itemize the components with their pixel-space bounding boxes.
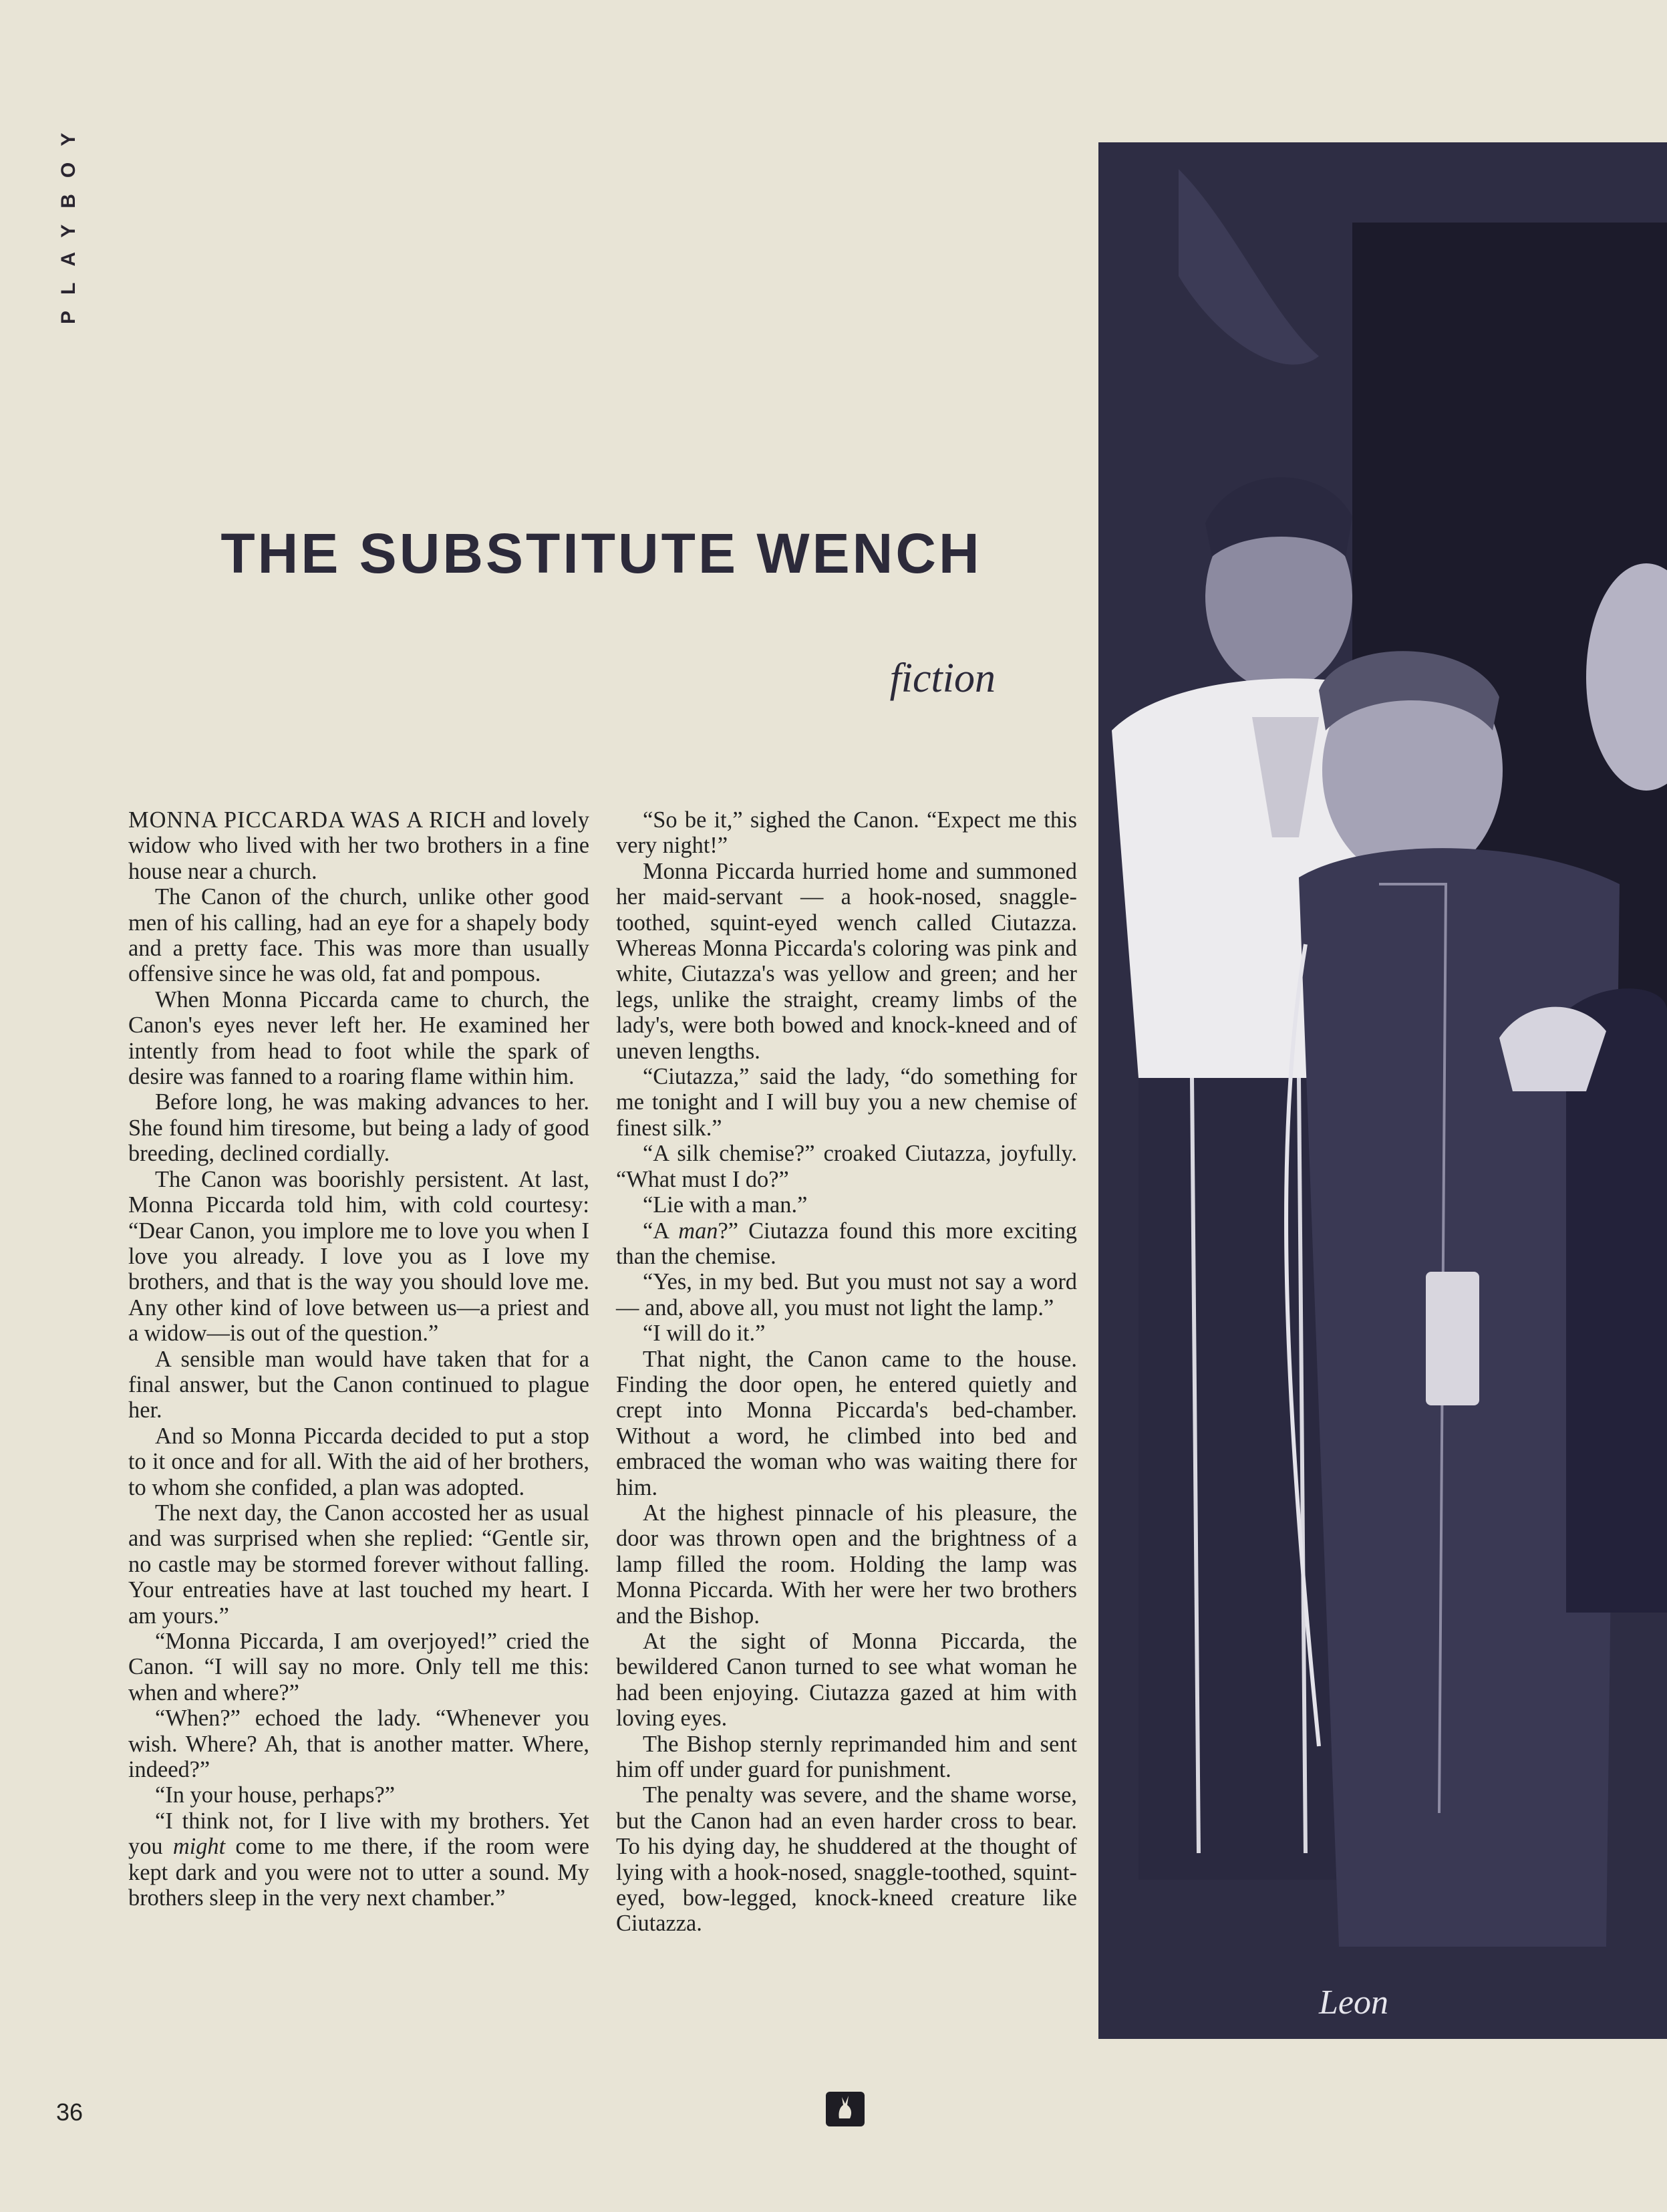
- paragraph: “Monna Piccarda, I am overjoyed!” cried the Canon. “I will say no more. Only tell me this: when and where?”: [128, 1629, 589, 1705]
- paragraph: Before long, he was making advances to her. She found him tiresome, but being a lady of good breeding, declined cordially.: [128, 1089, 589, 1167]
- paragraph: MONNA PICCARDA WAS A RICH and lovely widow who lived with her two brothers in a fine house near a church.: [128, 807, 589, 884]
- lead-in: MONNA PICCARDA WAS A RICH: [128, 807, 487, 833]
- page-number: 36: [56, 2098, 84, 2126]
- paragraph: “I will do it.”: [643, 1321, 766, 1347]
- paragraph: The Bishop sternly reprimanded him and sent him off under guard for punishment.: [616, 1731, 1077, 1783]
- article-column-left: [128, 807, 589, 1911]
- paragraph: “I think not, for I live with my brothers. Yet you might come to me there, if the room were kept dark and you were not to utter a sound. My brothers sleep in the very next chamber.”: [128, 1808, 590, 1911]
- magazine-name: PLAYBOY: [57, 116, 80, 325]
- paragraph: The Canon of the church, unlike other good men of his calling, had an eye for a shapely body and a pretty face. This was more than usually offensive since he was old, fat and pompous.: [128, 884, 589, 987]
- paragraph: At the highest pinnacle of his pleasure, the door was thrown open and the brightness of a lamp filled the room. Holding the lamp was Monna Piccarda. With her were her two brothers and the Bishop.: [616, 1500, 1077, 1629]
- rabbit-logo-icon: [826, 2092, 865, 2126]
- paragraph: The next day, the Canon accosted her as usual and was surprised when she replied: “Gentle sir, no castle may be stormed forever without falling. Your entreaties have at last touched my heart. I am yours.”: [128, 1500, 589, 1629]
- illustration: [1098, 142, 1667, 2039]
- article-title: THE SUBSTITUTE WENCH: [220, 522, 982, 585]
- paragraph: When Monna Piccarda came to church, the Canon's eyes never left her. He examined her intently from head to foot while the spark of desire was fanned to a roaring flame within him.: [128, 986, 589, 1090]
- paragraph: “Lie with a man.”: [643, 1192, 808, 1218]
- paragraph: A sensible man would have taken that for a final answer, but the Canon continued to plague her.: [128, 1346, 589, 1423]
- paragraph: “When?” echoed the lady. “Whenever you wish. Where? Ah, that is another matter. Where, indeed?”: [128, 1705, 589, 1783]
- paragraph: Monna Piccarda hurried home and summoned her maid-servant — a hook-nosed, snaggle-toothed, squint-eyed wench called Ciutazza. Whereas Monna Piccarda's coloring was pink and white, Ciutazza's was yellow and green; and her legs, unlike the straight, creamy limbs of the lady's, were both bowed and knock-kneed and of uneven lengths.: [616, 858, 1077, 1064]
- paragraph: And so Monna Piccarda decided to put a stop to it once and for all. With the aid of her brothers, to whom she confided, a plan was adopted.: [128, 1423, 589, 1500]
- article-column-right: [616, 807, 1077, 1937]
- artist-signature: Leon: [1319, 1983, 1388, 2022]
- paragraph: “In your house, perhaps?”: [155, 1782, 396, 1808]
- paragraph: “Ciutazza,” said the lady, “do something for me tonight and I will buy you a new chemise of finest silk.”: [616, 1064, 1077, 1141]
- section-label: fiction: [889, 656, 996, 701]
- paragraph: The penalty was severe, and the shame worse, but the Canon had an even harder cross to bear. To his dying day, he shuddered at the thought of lying with a hook-nosed, snaggle-toothed, squint-eyed, bow-legged, knock-kneed creature like Ciutazza.: [616, 1782, 1077, 1937]
- paragraph: “So be it,” sighed the Canon. “Expect me this very night!”: [616, 807, 1077, 859]
- paragraph: The Canon was boorishly persistent. At last, Monna Piccarda told him, with cold courtesy: “Dear Canon, you implore me to love you when I love you already. I love you as I love my brothers, and that is the way you should love me. Any other kind of love between us—a priest and a widow—is out of the question.”: [128, 1166, 589, 1347]
- paragraph: “A silk chemise?” croaked Ciutazza, joyfully. “What must I do?”: [616, 1141, 1077, 1192]
- paragraph: “A man?” Ciutazza found this more exciting than the chemise.: [616, 1218, 1077, 1269]
- paragraph: “Yes, in my bed. But you must not say a word — and, above all, you must not light the lamp.”: [616, 1269, 1077, 1321]
- paragraph: That night, the Canon came to the house. Finding the door open, he entered quietly and crept into Monna Piccarda's bed-chamber. Without a word, he climbed into bed and embraced the woman who was waiting there for him.: [616, 1346, 1077, 1500]
- paragraph: At the sight of Monna Piccarda, the bewildered Canon turned to see what woman he had been enjoying. Ciutazza gazed at him with loving eyes.: [616, 1629, 1077, 1732]
